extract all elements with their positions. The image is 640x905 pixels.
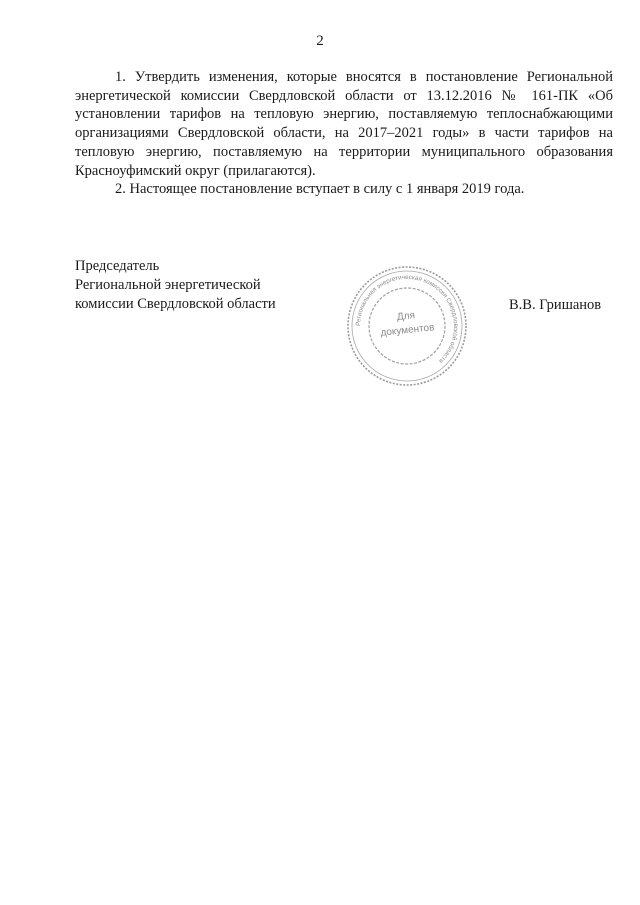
- signatory-title-line-2: Региональной энергетической: [75, 277, 261, 293]
- stamp-ring-text: Региональная энергетическая комиссия Свердловской области: [354, 273, 460, 365]
- signature-block: [75, 257, 276, 314]
- signatory-title-line-1: Председатель: [75, 258, 160, 274]
- signatory-name: В.В. Гришанов: [509, 297, 602, 313]
- signatory-title-line-3: комиссии Свердловской области: [75, 296, 276, 312]
- stamp-seal: [343, 262, 471, 390]
- document-body: [75, 68, 613, 199]
- official-stamp: [343, 262, 471, 390]
- paragraph-1: 1. Утвердить изменения, которые вносятся в постановление Региональной энергетической комиссии Свердловской области от 13.12.2016 № 161-ПК «Об установлении тарифов на тепловую энергию, поставляемую теплоснабжающими организациями Свердловской области, на 2017–2021 годы» в части тарифов на тепловую энергию, поставляемую на территории муниципального образования Красноуфимский округ (прилагаются).: [75, 69, 613, 179]
- stamp-center-line-1: Для: [396, 310, 416, 323]
- stamp-center-line-2: документов: [380, 322, 435, 339]
- page-number: 2: [316, 33, 324, 49]
- paragraph-2: 2. Настоящее постановление вступает в силу с 1 января 2019 года.: [115, 181, 525, 198]
